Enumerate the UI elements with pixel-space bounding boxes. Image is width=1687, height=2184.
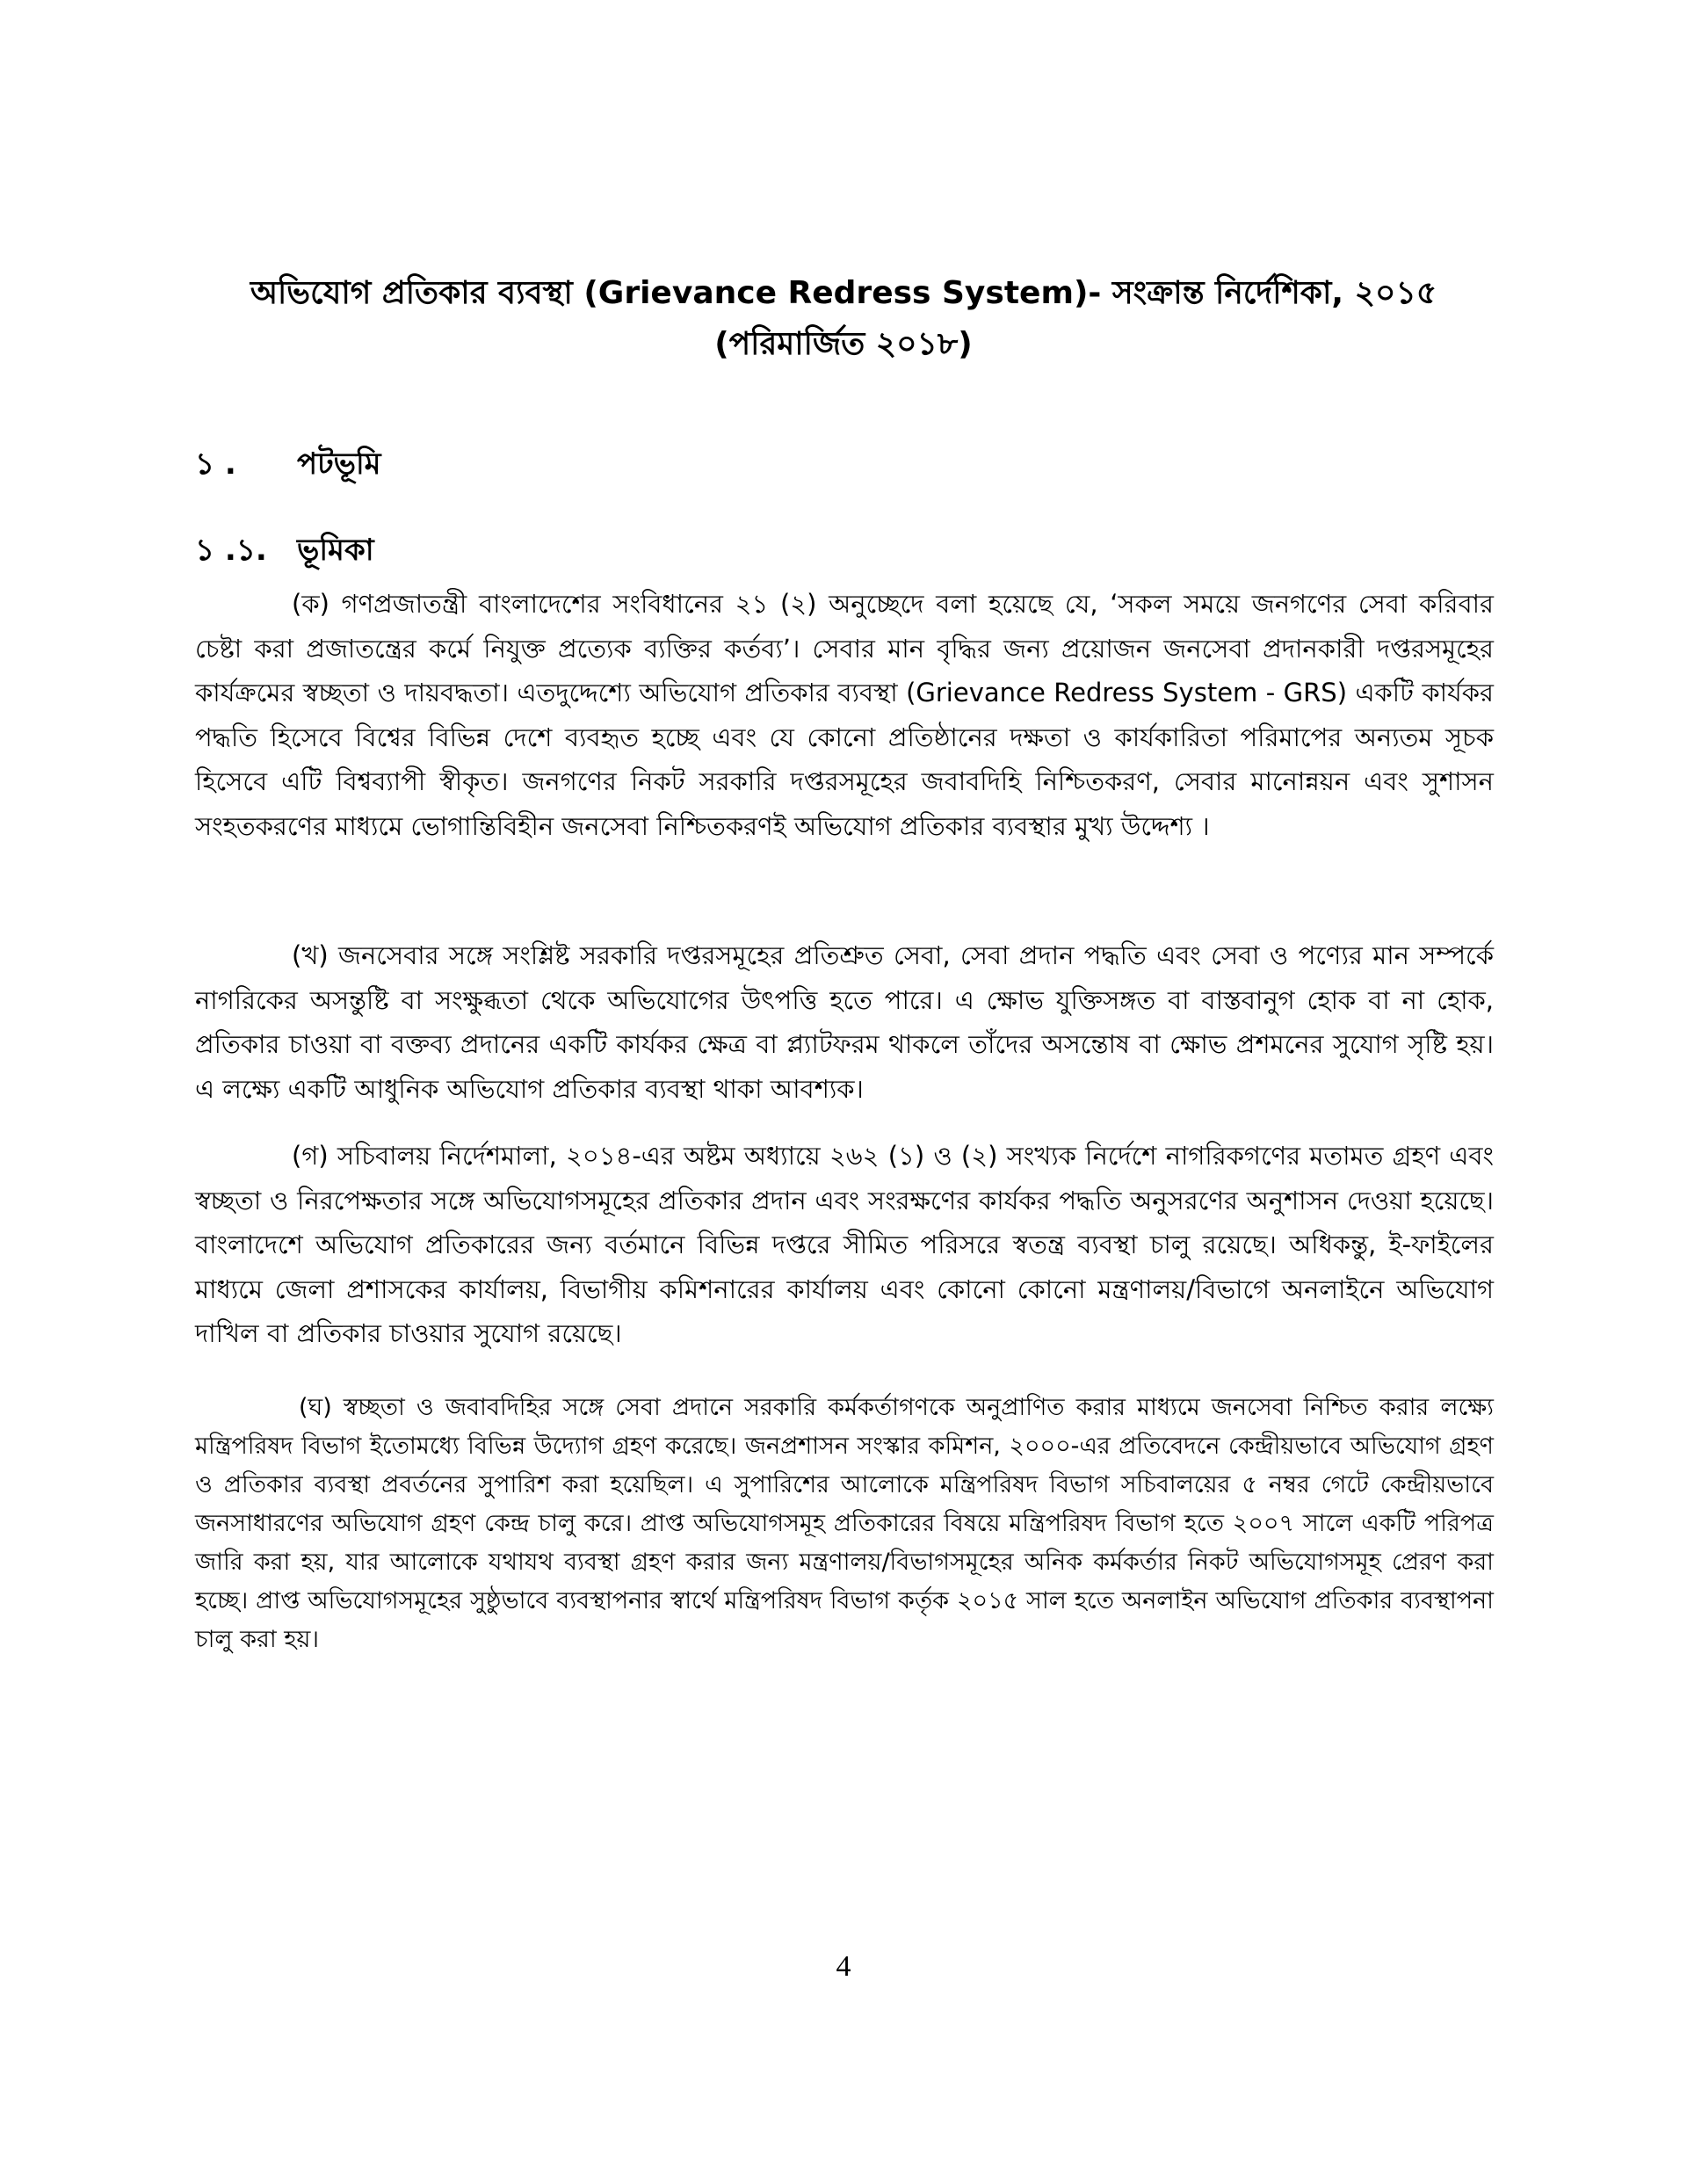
paragraph-ga: (গ) সচিবালয় নির্দেশমালা, ২০১৪-এর অষ্টম অধ্যায়ে ২৬২ (১) ও (২) সংখ্যক নির্দেশে নাগরিকগণের মতামত গ্রহণ এবং স্বচ্ছতা ও নিরপেক্ষতার সঙ্গে অভিযোগসমূহের প্রতিকার প্রদান এবং সংরক্ষণের কার্যকর পদ্ধতি অনুসরণের অনুশাসন দেওয়া হয়েছে। বাংলাদেশে অভিযোগ প্রতিকারের জন্য বর্তমানে বিভিন্ন দপ্তরে সীমিত পরিসরে স্বতন্ত্র ব্যবস্থা চালু রয়েছে। অধিকন্তু, ই-ফাইলের মাধ্যমে জেলা প্রশাসকের কার্যালয়, বিভাগীয় কমিশনারের কার্যালয় এবং কোনো কোনো মন্ত্রণালয়/বিভাগে অনলাইনে অভিযোগ দাখিল বা প্রতিকার চাওয়ার সুযোগ রয়েছে। bbox=[195, 1141, 1494, 1348]
document-title: অভিযোগ প্রতিকার ব্যবস্থা (Grievance Redress System)- সংক্রান্ত নির্দেশিকা, ২০১৫ bbox=[250, 275, 1437, 311]
document-subtitle: (পরিমার্জিত ২০১৮) bbox=[714, 326, 973, 362]
section-1-number: ১ . bbox=[195, 446, 236, 482]
paragraph-kha: (খ) জনসেবার সঙ্গে সংশ্লিষ্ট সরকারি দপ্তরসমূহের প্রতিশ্রুত সেবা, সেবা প্রদান পদ্ধতি এবং সেবা ও পণ্যের মান সম্পর্কে নাগরিকের অসন্তুষ্টি বা সংক্ষুব্ধতা থেকে অভিযোগের উৎপত্তি হতে পারে। এ ক্ষোভ যুক্তিসঙ্গত বা বাস্তবানুগ হোক বা না হোক, প্রতিকার চাওয়া বা বক্তব্য প্রদানের একটি কার্যকর ক্ষেত্র বা প্ল্যাটফরম থাকলে তাঁদের অসন্তোষ বা ক্ষোভ প্রশমনের সুযোগ সৃষ্টি হয়। এ লক্ষ্যে একটি আধুনিক অভিযোগ প্রতিকার ব্যবস্থা থাকা আবশ্যক। bbox=[195, 940, 1494, 1104]
section-1-1-title: ভূমিকা bbox=[297, 533, 374, 568]
paragraph-gha: (ঘ) স্বচ্ছতা ও জবাবদিহির সঙ্গে সেবা প্রদানে সরকারি কর্মকর্তাগণকে অনুপ্রাণিত করার মাধ্যমে জনসেবা নিশ্চিত করার লক্ষ্যে মন্ত্রিপরিষদ বিভাগ ইতোমধ্যে বিভিন্ন উদ্যোগ গ্রহণ করেছে। জনপ্রশাসন সংস্কার কমিশন, ২০০০-এর প্রতিবেদনে কেন্দ্রীয়ভাবে অভিযোগ গ্রহণ ও প্রতিকার ব্যবস্থা প্রবর্তনের সুপারিশ করা হয়েছিল। এ সুপারিশের আলোকে মন্ত্রিপরিষদ বিভাগ সচিবালয়ের ৫ নম্বর গেটে কেন্দ্রীয়ভাবে জনসাধারণের অভিযোগ গ্রহণ কেন্দ্র চালু করে। প্রাপ্ত অভিযোগসমূহ প্রতিকারের বিষয়ে মন্ত্রিপরিষদ বিভাগ হতে ২০০৭ সালে একটি পরিপত্র জারি করা হয়, যার আলোকে যথাযথ ব্যবস্থা গ্রহণ করার জন্য মন্ত্রণালয়/বিভাগসমূহের অনিক কর্মকর্তার নিকট অভিযোগসমূহ প্রেরণ করা হচ্ছে। প্রাপ্ত অভিযোগসমূহের সুষ্ঠুভাবে ব্যবস্থাপনার স্বার্থে মন্ত্রিপরিষদ বিভাগ কর্তৃক ২০১৫ সাল হতে অনলাইন অভিযোগ প্রতিকার ব্যবস্থাপনা চালু করা হয়। bbox=[195, 1394, 1494, 1653]
page-number: 4 bbox=[836, 1950, 851, 1983]
section-1-1-number: ১ .১. bbox=[195, 533, 267, 568]
section-1-title: পটভূমি bbox=[297, 446, 381, 482]
paragraph-ka: (ক) গণপ্রজাতন্ত্রী বাংলাদেশের সংবিধানের ২১ (২) অনুচ্ছেদে বলা হয়েছে যে, ‘সকল সময়ে জনগণের সেবা করিবার চেষ্টা করা প্রজাতন্ত্রের কর্মে নিযুক্ত প্রত্যেক ব্যক্তির কর্তব্য’। সেবার মান বৃদ্ধির জন্য প্রয়োজন জনসেবা প্রদানকারী দপ্তরসমূহের কার্যক্রমের স্বচ্ছতা ও দায়বদ্ধতা। এতদুদ্দেশ্যে অভিযোগ প্রতিকার ব্যবস্থা (Grievance Redress System - GRS) একটি কার্যকর পদ্ধতি হিসেবে বিশ্বের বিভিন্ন দেশে ব্যবহৃত হচ্ছে এবং যে কোনো প্রতিষ্ঠানের দক্ষতা ও কার্যকারিতা পরিমাপের অন্যতম সূচক হিসেবে এটি বিশ্বব্যাপী স্বীকৃত। জনগণের নিকট সরকারি দপ্তরসমূহের জবাবদিহি নিশ্চিতকরণ, সেবার মানোন্নয়ন এবং সুশাসন সংহতকরণের মাধ্যমে ভোগান্তিবিহীন জনসেবা নিশ্চিতকরণই অভিযোগ প্রতিকার ব্যবস্থার মুখ্য উদ্দেশ্য । bbox=[195, 589, 1494, 841]
